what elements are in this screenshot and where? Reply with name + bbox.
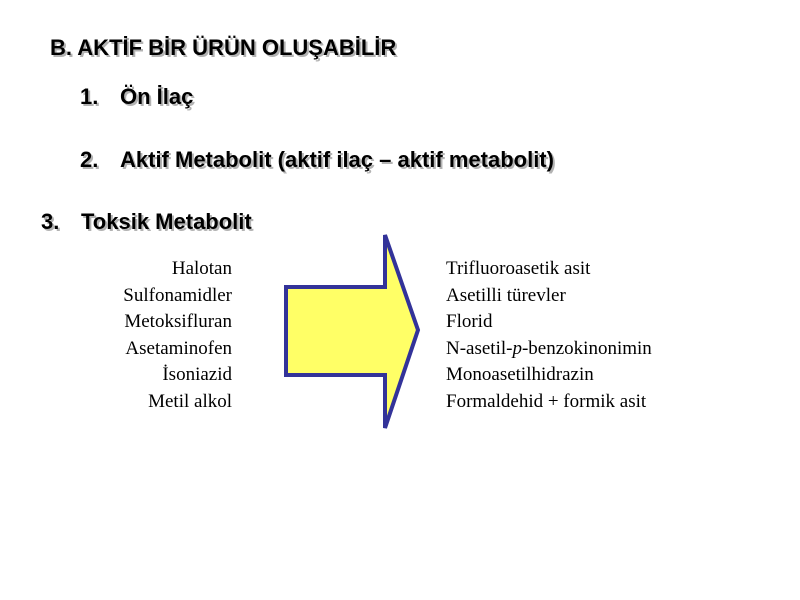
list-item-label: Aktif Metabolit (aktif ilaç – aktif metabolit) — [120, 147, 554, 172]
list-item-label: Toksik Metabolit — [81, 209, 252, 234]
list-item-number: 1. — [80, 84, 99, 109]
drug-name: Halotan — [171, 258, 232, 279]
metabolite-name — [446, 336, 786, 363]
list-item-2 — [80, 147, 554, 173]
metabolite-list — [446, 256, 786, 416]
metabolite-name-part: N-asetil- — [446, 337, 513, 359]
list-item-3 — [41, 209, 252, 235]
metabolite-name-italic: p — [512, 337, 522, 359]
list-item-number: 3. — [41, 209, 60, 234]
metabolite-name: Monoasetilhidrazin — [446, 364, 594, 386]
slide-title: B. AKTİF BİR ÜRÜN OLUŞABİLİR — [50, 35, 397, 60]
drug-name: Metoksifluran — [124, 311, 232, 333]
drug-name: Sulfonamidler — [123, 284, 232, 306]
metabolite-name: Trifluoroasetik asit — [446, 258, 591, 279]
drug-name: Asetaminofen — [125, 337, 232, 359]
metabolite-name: Formaldehid + formik asit — [446, 390, 647, 412]
drug-name: İsoniazid — [162, 364, 232, 386]
metabolite-name: Asetilli türevler — [446, 284, 566, 306]
right-arrow-icon — [280, 230, 425, 435]
arrow-shape — [286, 235, 418, 428]
metabolite-name-part: -benzokinonimin — [521, 337, 652, 359]
drug-name: Metil alkol — [148, 390, 232, 412]
metabolite-name: Florid — [446, 311, 493, 333]
list-item-number: 2. — [80, 147, 99, 172]
list-item-label: Ön İlaç — [120, 84, 194, 109]
drug-list — [60, 256, 232, 416]
list-item-1 — [80, 84, 193, 110]
